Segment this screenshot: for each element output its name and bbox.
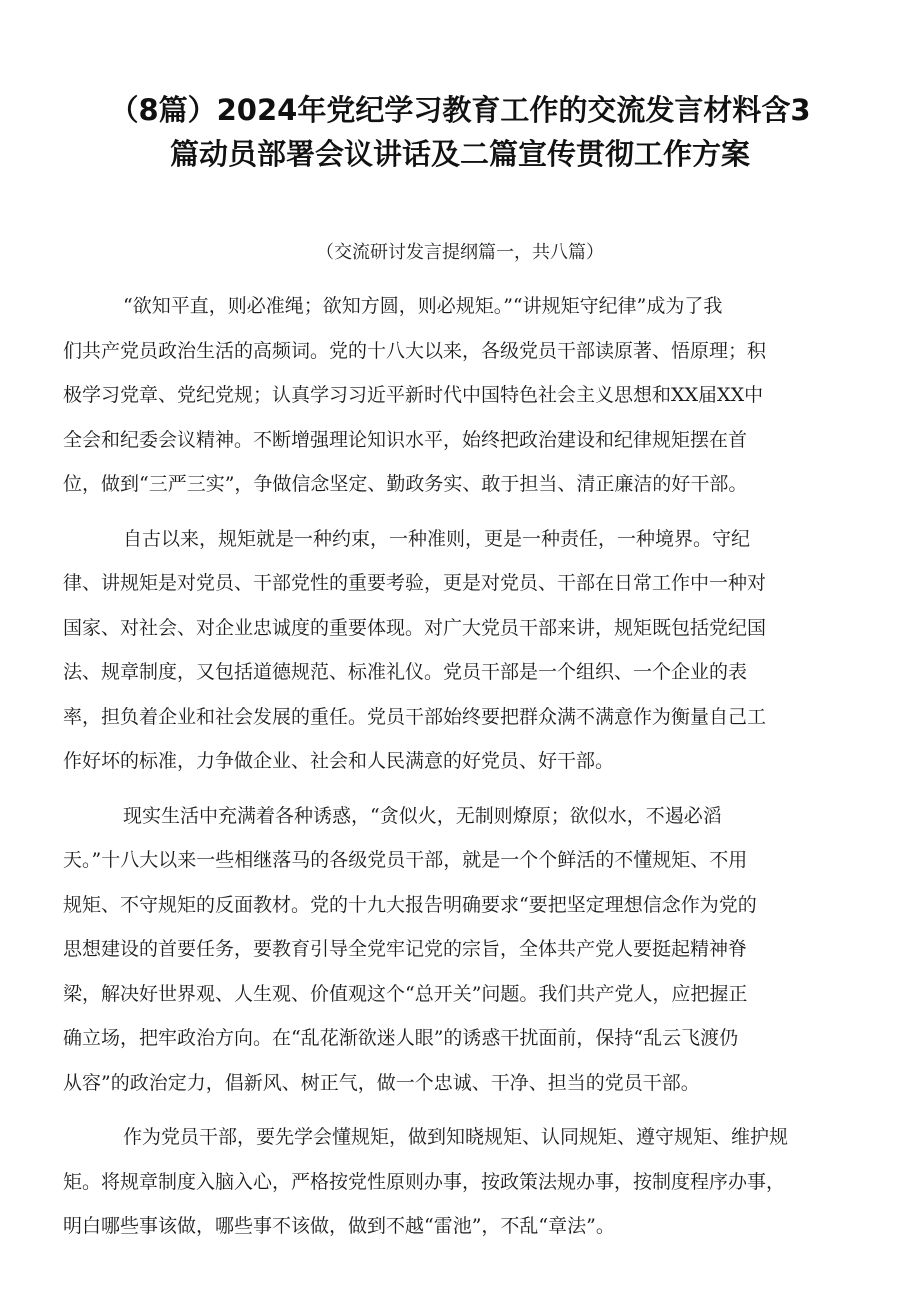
- paragraph-line: 国家、对社会、对企业忠诚度的重要体现。对广大党员干部来讲，规矩既包括党纪国: [63, 616, 767, 639]
- paragraph-line: 从容”的政治定力，倡新风、树正气，做一个忠诚、干净、担当的党员干部。: [63, 1071, 700, 1094]
- paragraph-1: [63, 284, 873, 507]
- paragraph-line: 梁，解决好世界观、人生观、价值观这个“总开关”问题。我们共产党人，应把握正: [63, 982, 748, 1005]
- paragraph-line: 天。”十八大以来一些相继落马的各级党员干部，就是一个个鲜活的不懂规矩、不用: [63, 849, 748, 871]
- paragraph-line: 们共产党员政治生活的高频词。党的十八大以来，各级党员干部读原著、悟原理；积: [63, 339, 767, 362]
- paragraph-line: 规矩、不守规矩的反面教材。党的十九大报告明确要求“要把坚定理想信念作为党的: [63, 893, 757, 916]
- paragraph-line: 位，做到“三严三实”，争做信念坚定、勤政务实、敢于担当、清正廉洁的好干部。: [63, 473, 748, 495]
- paragraph-line: 作好坏的标准，力争做企业、社会和人民满意的好党员、好干部。: [63, 750, 615, 772]
- paragraph-line: 法、规章制度，又包括道德规范、标准礼仪。党员干部是一个组织、一个企业的表: [63, 661, 748, 683]
- paragraph-line: 极学习党章、党纪党规；认真学习习近平新时代中国特色社会主义思想和XX届XX中: [63, 384, 764, 406]
- document-subtitle: （交流研讨发言提纲篇一，共八篇）: [316, 242, 604, 263]
- paragraph-line: 现实生活中充满着各种诱惑，“贪似火，无制则燎原；欲似水，不遏必滔: [123, 804, 722, 827]
- paragraph-line: “欲知平直，则必准绳；欲知方圆，则必规矩。”“讲规矩守纪律”成为了我: [123, 295, 723, 317]
- paragraph-2: [63, 517, 873, 784]
- paragraph-line: 律、讲规矩是对党员、干部党性的重要考验，更是对党员、干部在日常工作中一种对: [63, 572, 767, 594]
- paragraph-line: 全会和纪委会议精神。不断增强理论知识水平，始终把政治建设和纪律规矩摆在首: [63, 428, 748, 451]
- title-line-2: 篇动员部署会议讲话及二篇宣传贯彻工作方案: [169, 137, 750, 171]
- title-line-1: （8篇）2024年党纪学习教育工作的交流发言材料含3: [109, 93, 811, 127]
- paragraph-line: 明白哪些事该做，哪些事不该做，做到不越“雷池”，不乱“章法”。: [63, 1215, 615, 1237]
- paragraph-line: 率，担负着企业和社会发展的重任。党员干部始终要把群众满不满意作为衡量自己工: [63, 705, 767, 728]
- paragraph-line: 确立场，把牢政治方向。在“乱花渐欲迷人眼”的诱惑干扰面前，保持“乱云飞渡仍: [63, 1027, 739, 1049]
- document-body: [63, 284, 873, 1259]
- paragraph-3: [63, 794, 873, 1106]
- paragraph-line: 思想建设的首要任务，要教育引导全党牢记党的宗旨，全体共产党人要挺起精神脊: [63, 938, 748, 960]
- paragraph-line: 作为党员干部，要先学会懂规矩，做到知晓规矩、认同规矩、遵守规矩、维护规: [123, 1126, 789, 1148]
- document-title: [70, 88, 850, 176]
- paragraph-line: 自古以来，规矩就是一种约束，一种准则，更是一种责任，一种境界。守纪: [123, 527, 751, 550]
- paragraph-line: 矩。将规章制度入脑入心，严格按党性原则办事，按政策法规办事，按制度程序办事，: [63, 1170, 786, 1193]
- paragraph-4: [63, 1115, 873, 1249]
